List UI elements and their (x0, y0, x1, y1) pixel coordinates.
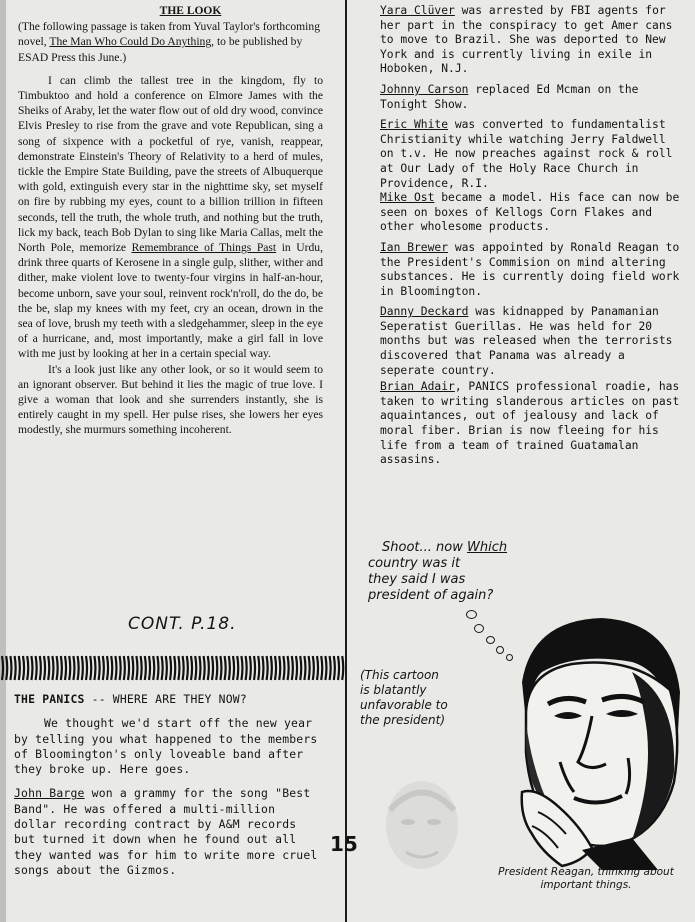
the-look-body-2: It's a look just like any other look, or so it would seem to an ignorant observer. But behind it lies the magic of true love. I give a woman that look and she surrenders instantly, she is entirely caught in my spell. Her pulse rises, she lowers her eyes modestly, she murmurs something incoherent. (18, 362, 323, 437)
entry-yara (380, 4, 682, 77)
entry-text: won a grammy for the song "Best Band". He was offered a multi-million dollar recording contract by A&M records but turned it down when he found out all they wanted was for him to write more cruel songs about the Gizmos. (14, 786, 318, 877)
column-divider (345, 0, 347, 922)
the-look-title: THE LOOK (159, 5, 222, 17)
entry-text: was kidnapped by Panamanian Seperatist Guerillas. He was held for 20 months but was released when the terrorists discovered that Panama was already a seperate country. (380, 305, 673, 377)
entry-name: Yara Clüver (380, 4, 455, 17)
thought-emphasis: Which (466, 540, 508, 555)
continued-note: CONT. P.18. (128, 614, 237, 634)
entry-text: was appointed by Ronald Reagan to the President's Commision on mind altering substances. He is currently doing field work in Bloomington. (380, 240, 680, 298)
faded-portrait-image (372, 770, 472, 890)
entry-johnny (380, 83, 682, 112)
entry-ian (380, 241, 682, 299)
entry-brian (380, 380, 682, 468)
cartoon-note: (This cartoon is blatantly unfavorable to the president) (360, 668, 448, 727)
thought-line: country was it (368, 556, 461, 571)
entry-text: became a model. His face can now be seen on boxes of Kellogs Corn Flakes and other wholesome products. (380, 191, 680, 234)
intro-text: (The following passage is taken from Yuval Taylor's forthcoming novel, (18, 20, 321, 49)
thought-line: president of again? (368, 588, 494, 603)
entry-name: Ian Brewer (380, 240, 449, 254)
entry-name: Danny Deckard (380, 305, 469, 319)
entry-eric (380, 118, 682, 191)
entry-text: was arrested by FBI agents for her part in the conspiracy to get Amer cans to move to Brazil. She was deported to New York and is currently living in exile in Hoboken, N.J. (380, 4, 673, 76)
thought-bubble-dot (466, 610, 477, 619)
page-number: 15 (330, 832, 358, 856)
entry-name: John Barge (14, 786, 85, 801)
intro-text-end: , to be published by ESAD Press this June.) (18, 35, 303, 64)
reagan-portrait-image (482, 612, 687, 870)
panics-heading (14, 692, 320, 707)
entry-name: Brian Adair (380, 380, 455, 394)
entry-name: Mike Ost (380, 191, 435, 205)
entry-text: was converted to fundamentalist Christianity while watching Jerry Faldwell on t.v. He now preaches against rock & roll at Our Lady of the Holy Race Church in Providence, R.I. (380, 118, 673, 190)
panics-band-name: THE PANICS (14, 692, 85, 706)
entry-name: Johnny Carson (380, 82, 469, 96)
panics-continued (380, 4, 682, 474)
page-edge (0, 0, 6, 922)
cartoon-caption: President Reagan, thinking about important things. (498, 866, 674, 891)
wavy-divider (0, 654, 345, 682)
thought-line: they said I was (368, 572, 466, 587)
novel-title: The Man Who Could Do Anything (49, 35, 212, 49)
panics-article (14, 692, 320, 878)
entry-text: replaced Ed Mcman on the Tonight Show. (380, 82, 639, 111)
entry-text: , PANICS professional roadie, has taken to writing slanderous articles on past aquaintances, out of jealousy and lack of moral fiber. Brian is now fleeing for his life from a team of trained Guatamalan assasins. (380, 380, 680, 467)
book-title: Remembrance of Things Past (131, 241, 277, 255)
the-look-article (18, 4, 323, 438)
thought-line: Shoot... now (382, 540, 467, 555)
panics-intro: We thought we'd start off the new year by telling you what happened to the members of Bloomington's only loveable band after they broke up. Here goes. (14, 716, 318, 777)
body-text-end: in Urdu, drink three quarts of Kerosene in a single gulp, slither, wither and dither, make violent love to twenty-four virgins in half-an-hour, become unborn, save your soul, reinvent rock'n'roll, do the do, be the be, slap my knees with my feet, cry an ocean, drown in the sea of love, brush my teeth with a sledgehammer, sleep in the eye of a hurricane, and, most importantly, make a girl fall in love with me just by looking at her in a certain special way. (18, 241, 323, 361)
entry-danny (380, 305, 682, 378)
the-look-intro (18, 19, 323, 65)
body-text: I can climb the tallest tree in the kingdom, fly to Timbuktoo and hold a conference on Elmore James with the Sheiks of Araby, let the water flow out of old dry wood, convince Elvis Presley to rise from the grave and vote Republican, sing a song of sixpence with a pocketful of rye, vanish, reappear, demonstrate Einstein's Theory of Relativity to a herd of mules, tickle the Empire State Building, pave the streets of Albuquerque with gold, extinguish every star in the nighttime sky, set myself on fire by rubbing my eyes, count to a billion trillion in fifteen seconds, tell the truth, the whole truth, and nothing but the truth, lick my back, teach Bob Dylan to sing like Maria Callas, melt the North Pole, memorize (18, 73, 323, 255)
panics-heading-rest: -- WHERE ARE THEY NOW? (84, 692, 247, 706)
panics-entry (14, 786, 320, 878)
the-look-body (18, 73, 323, 362)
entry-name: Eric White (380, 118, 449, 132)
thought-text (368, 540, 568, 604)
entry-mike (380, 191, 682, 235)
